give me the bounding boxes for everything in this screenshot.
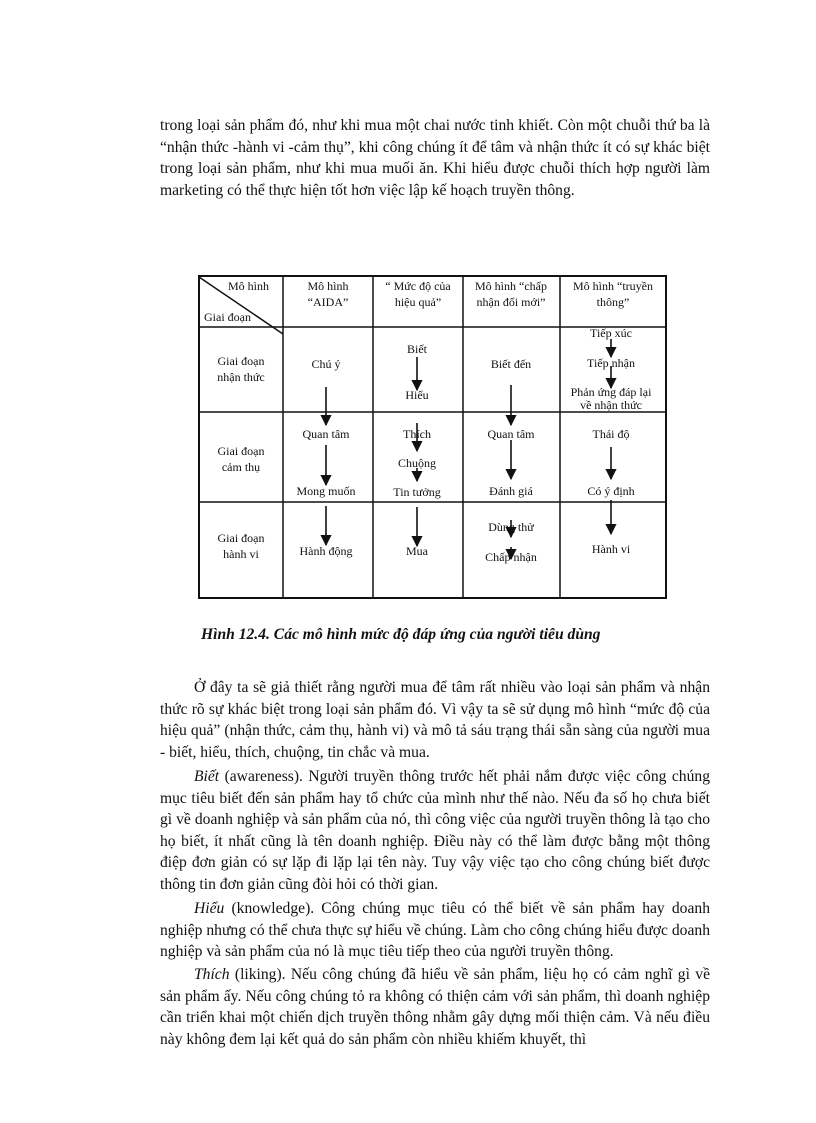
body-paragraph-4: Thích (liking). Nếu công chúng đã hiểu về sản phẩm, liệu họ có cảm nghĩ gì về sản phẩm ấy. Nếu công chúng tỏ ra không có thiện cảm với sản phẩm, thì doanh nghiệp cần triển khai một chiến dịch truyền thông nhằm gây dựng mối thiện cảm. Và nếu điều này không đem lại kết quả do sản phẩm còn nhiều khiếm khuyết, thì (160, 966, 710, 1048)
header-aida-line2: “AIDA” (307, 295, 349, 309)
comm-cognitive-response-line1: Phản ứng đáp lại (570, 385, 652, 399)
hierarchy-conviction: Tin tưởng (393, 485, 441, 499)
body-paragraph-1: Ở đây ta sẽ giả thiết rằng người mua để tâm rất nhiều vào loại sản phẩm và nhận thức rõ sự khác biệt trong loại sản phẩm đó. Vì vậy ta sẽ sử dụng mô hình “mức độ của hiệu quả” (nhận thức, cảm thụ, hành vi) và mô tả sáu trạng thái sẵn sàng của người mua - biết, hiểu, thích, chuộng, tin chắc và mua. (160, 679, 710, 761)
adoption-interest: Quan tâm (487, 427, 535, 441)
header-hierarchy-line1: “ Mức độ của (385, 279, 451, 293)
adoption-evaluation: Đánh giá (489, 484, 533, 498)
aida-interest: Quan tâm (302, 427, 350, 441)
stage-cognitive-line2: nhận thức (217, 370, 265, 384)
stage-affective-line2: cảm thụ (221, 460, 261, 474)
flow-arrows (326, 339, 611, 559)
hierarchy-preference: Chuộng (397, 456, 437, 470)
comm-attitude: Thái độ (592, 427, 630, 441)
corner-label-model: Mô hình (228, 279, 270, 293)
header-adoption-line2: nhận đổi mới” (476, 295, 546, 309)
hierarchy-awareness: Biết (407, 342, 427, 356)
stage-behavior-line1: Giai đoạn (217, 531, 265, 545)
comm-reception: Tiếp nhận (587, 356, 635, 370)
corner-label-stage: Giai đoạn (204, 310, 251, 324)
stage-cognitive-line1: Giai đoạn (217, 354, 265, 368)
comm-cognitive-response-line2: về nhận thức (580, 398, 642, 412)
intro-paragraph: trong loại sản phẩm đó, như khi mua một chai nước tinh khiết. Còn một chuỗi thứ ba là “nhận thức -hành vi -cảm thụ”, khi công chúng ít để tâm và nhận thức ít có sự khác biệt trong loại sản phẩm, như khi mua muối ăn. Khi hiểu được chuỗi thích hợp người làm marketing có thể thực hiện tốt hơn việc lập kế hoạch truyền thông. (160, 117, 710, 199)
header-communication-line2: thông” (596, 295, 630, 309)
hierarchy-purchase: Mua (406, 544, 428, 558)
header-hierarchy-line2: hiệu quả” (394, 295, 442, 309)
response-hierarchy-models-table (198, 275, 668, 600)
comm-intention: Có ý định (587, 484, 635, 498)
body-paragraph-2: Biết (awareness). Người truyền thông trước hết phải nắm được việc công chúng mục tiêu biết đến sản phẩm hay tổ chức của mình như thế nào. Nếu đa số họ chưa biết gì về doanh nghiệp và sản phẩm của nó, thì công việc của người truyền thông là tạo cho họ biết, ít nhất cũng là tên doanh nghiệp. Điều này có thể làm được bằng một thông điệp đơn giản có sự lặp đi lặp lại tên này. Tuy vậy việc tạo cho công chúng biết được thông tin đơn giản cũng đòi hỏi có thời gian. (160, 768, 710, 893)
header-aida-line1: Mô hình (307, 279, 349, 293)
header-adoption-line1: Mô hình “chấp (475, 279, 547, 293)
comm-behavior: Hành vi (591, 542, 631, 556)
term-liking: Thích (194, 966, 230, 983)
body-paragraph-3: Hiểu (knowledge). Công chúng mục tiêu có thể biết về sản phẩm hay doanh nghiệp nhưng có thể chưa thực sự hiểu về chúng. Làm cho công chúng hiểu được doanh nghiệp và sản phẩm của nó là mục tiêu tiếp theo của người truyền thông. (160, 900, 710, 960)
hierarchy-liking: Thích (403, 427, 431, 441)
aida-attention: Chú ý (311, 357, 341, 371)
header-communication-line1: Mô hình “truyền (573, 279, 653, 293)
aida-desire: Mong muốn (296, 484, 356, 498)
adoption-awareness: Biết đến (490, 357, 532, 371)
figure-caption: Hình 12.4. Các mô hình mức độ đáp ứng của người tiêu dùng (201, 626, 601, 643)
adoption-adoption: Chấp nhận (485, 550, 537, 564)
stage-affective-line1: Giai đoạn (217, 444, 265, 458)
adoption-trial: Dùng thử (488, 520, 534, 534)
comm-exposure: Tiếp xúc (590, 326, 632, 340)
term-awareness: Biết (194, 768, 220, 785)
hierarchy-knowledge: Hiểu (405, 388, 429, 402)
aida-action: Hành động (299, 544, 353, 558)
term-knowledge: Hiểu (194, 900, 225, 917)
stage-behavior-line2: hành vi (223, 547, 259, 561)
